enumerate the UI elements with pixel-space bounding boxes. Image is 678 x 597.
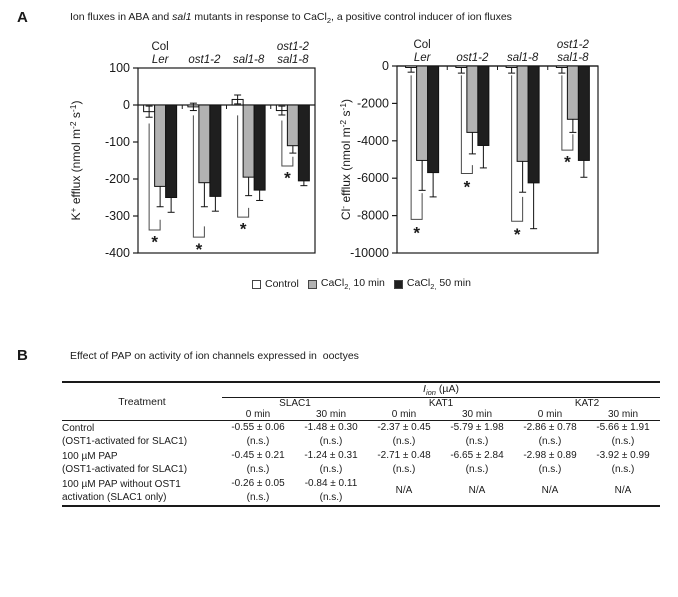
category-label: Col [413,39,431,51]
value-line: -2.98 ± 0.89 [523,450,577,462]
panel-b-title: Effect of PAP on activity of ion channels expressed in ooctyes [70,350,359,362]
value-cell [440,421,514,450]
y-tick-label: 0 [382,59,389,73]
text-fragment: 50 min [436,277,471,289]
value-cell [586,421,660,450]
bar [478,66,489,145]
y-tick-label: -8000 [357,208,389,223]
value-line: (n.s.) [392,464,416,476]
legend-item [308,277,385,291]
channel-header: KAT1 [428,398,454,410]
y-tick-label: -400 [104,246,130,260]
bar [428,66,439,173]
bar [456,66,467,67]
bar [506,66,517,67]
value-line: -2.86 ± 0.78 [523,422,577,434]
ion-channel-table [62,381,660,507]
channel-header: KAT2 [574,398,600,410]
value-cell [440,449,514,477]
time-header: 30 min [586,409,660,421]
bar [243,105,254,177]
value-line: -0.55 ± 0.06 [231,422,285,434]
table-row [62,421,660,450]
value-cell [586,477,660,506]
treatment-header: Treatment [62,382,222,421]
treatment-line: 100 µM PAP without OST1 [62,479,181,491]
value-line: (n.s.) [465,436,489,448]
significance-asterisk: * [413,223,420,243]
value-line: N/A [614,485,632,497]
bar [556,66,567,67]
time-header: 0 min [222,409,294,421]
value-cell [222,421,294,450]
y-tick-label: 0 [123,98,130,112]
results-table [62,381,660,507]
text-fragment: sal1 [172,11,192,23]
time-header: 30 min [294,409,368,421]
text-fragment: , a positive control inducer of ion fluxes [331,11,512,23]
significance-asterisk: * [239,219,247,239]
value-line: -0.45 ± 0.21 [231,450,285,462]
category-label: Ler [151,54,169,66]
value-line: (n.s.) [246,436,270,448]
legend-label [265,278,299,290]
treatment-line: 100 µM PAP [62,451,118,463]
value-line: (n.s.) [246,492,270,504]
value-line: (n.s.) [319,464,343,476]
significance-asterisk: * [151,232,158,252]
text-fragment: (µA) [435,383,459,395]
category-label: sal1-8 [557,52,589,64]
chart-legend [252,277,471,291]
bar [517,66,528,161]
legend-label [321,277,385,291]
text-fragment: 2, [344,282,351,292]
bar [567,66,578,119]
value-line: (n.s.) [611,436,635,448]
bar [254,105,265,190]
significance-asterisk: * [463,177,471,197]
legend-swatch-icon [394,280,403,289]
bar [578,66,589,160]
significance-asterisk: * [284,168,291,188]
y-axis-label: Cl- efflux (nmol $m^{-2}$ $s^{-1}$) [338,98,353,221]
value-cell [514,421,586,450]
legend-swatch-icon [308,280,317,289]
bar [417,66,428,160]
bar [406,66,417,67]
treatment-line: Control [62,423,95,435]
category-label: sal1-8 [277,54,309,66]
value-line: (n.s.) [538,436,562,448]
y-tick-label: -300 [104,209,130,223]
legend-swatch-icon [252,280,261,289]
treatment-cell [62,421,222,450]
legend-item [252,278,299,290]
value-line: (n.s.) [246,464,270,476]
bar [298,105,309,181]
value-line: -1.48 ± 0.30 [304,422,358,434]
treatment-cell [62,449,222,477]
value-line: N/A [395,485,413,497]
value-line: -0.26 ± 0.05 [231,478,285,490]
text-fragment: CaCl [406,277,431,289]
time-header: 0 min [514,409,586,421]
y-tick-label: -10000 [350,246,389,260]
category-label: Col [151,41,169,53]
y-tick-label: -6000 [357,171,389,186]
text-fragment: 2 [326,16,331,26]
y-tick-label: 100 [109,61,130,75]
text-fragment: 10 min [350,277,385,289]
value-cell [294,421,368,450]
channel-header: SLAC1 [279,398,311,410]
value-cell [586,449,660,477]
y-tick-label: -100 [104,135,130,149]
bar [199,105,210,183]
value-cell [514,477,586,506]
significance-asterisk: * [513,225,521,245]
value-cell [514,449,586,477]
text-fragment: Ion fluxes in ABA and [70,11,173,23]
text-fragment: CaCl [320,277,345,289]
category-label: sal1-8 [506,52,539,64]
value-line: -0.84 ± 0.11 [304,478,358,490]
bar [467,66,478,132]
bar [210,105,221,196]
panel-a-title [70,11,512,25]
table-row [62,449,660,477]
significance-asterisk: * [564,152,571,172]
value-line: -5.79 ± 1.98 [450,422,504,434]
treatment-line: (OST1-activated for SLAC1) [62,436,188,448]
value-line: N/A [541,485,559,497]
value-line: (n.s.) [465,464,489,476]
value-line: -2.37 ± 0.45 [377,422,431,434]
value-line: (n.s.) [392,436,416,448]
y-tick-label: -2000 [357,96,389,111]
value-cell [368,449,440,477]
bar [166,105,177,198]
y-tick-label: -4000 [357,133,389,148]
category-label: ost1-2 [456,52,489,64]
value-line: -6.65 ± 2.84 [450,450,504,462]
value-line: (n.s.) [611,464,635,476]
value-line: -1.24 ± 0.31 [304,450,358,462]
legend-item [394,277,471,291]
significance-asterisk: * [195,240,203,260]
legend-label [407,277,471,291]
text-fragment: ion [425,388,436,398]
text-fragment: mutants in response to CaCl [191,11,327,23]
category-label: sal1-8 [232,54,265,66]
category-label: ost1-2 [276,41,309,53]
value-cell [440,477,514,506]
bar [528,66,539,183]
value-cell [294,449,368,477]
value-cell [294,477,368,506]
value-line: N/A [468,485,486,497]
value-line: (n.s.) [319,436,343,448]
category-label: ost1-2 [556,39,589,51]
treatment-line: (OST1-activated for SLAC1) [62,464,188,476]
value-line: (n.s.) [538,464,562,476]
category-label: Ler [413,52,431,64]
ion-current-header [222,382,660,398]
panel-b-label: B [17,347,28,364]
time-header: 30 min [440,409,514,421]
y-axis-label: K+ efflux (nmol $m^{-2}$ $s^{-1}$) [68,100,83,221]
cl-efflux-chart [338,36,678,288]
value-cell [368,421,440,450]
value-line: (n.s.) [319,492,343,504]
value-line: -2.71 ± 0.48 [377,450,431,462]
treatment-line: activation (SLAC1 only) [62,492,167,504]
value-cell [222,477,294,506]
bar [287,105,298,146]
k-efflux-chart [60,36,340,291]
value-line: -5.66 ± 1.91 [596,422,650,434]
text-fragment: Control [265,278,299,291]
bar [155,105,166,186]
panel-a-label: A [17,9,28,26]
value-cell [222,449,294,477]
text-fragment: 2, [430,282,437,292]
category-label: ost1-2 [188,54,221,66]
value-line: -3.92 ± 0.99 [596,450,650,462]
table-row [62,477,660,506]
time-header: 0 min [368,409,440,421]
text-fragment: I [423,383,426,395]
y-tick-label: -200 [104,172,130,186]
value-cell [368,477,440,506]
treatment-cell [62,477,222,506]
